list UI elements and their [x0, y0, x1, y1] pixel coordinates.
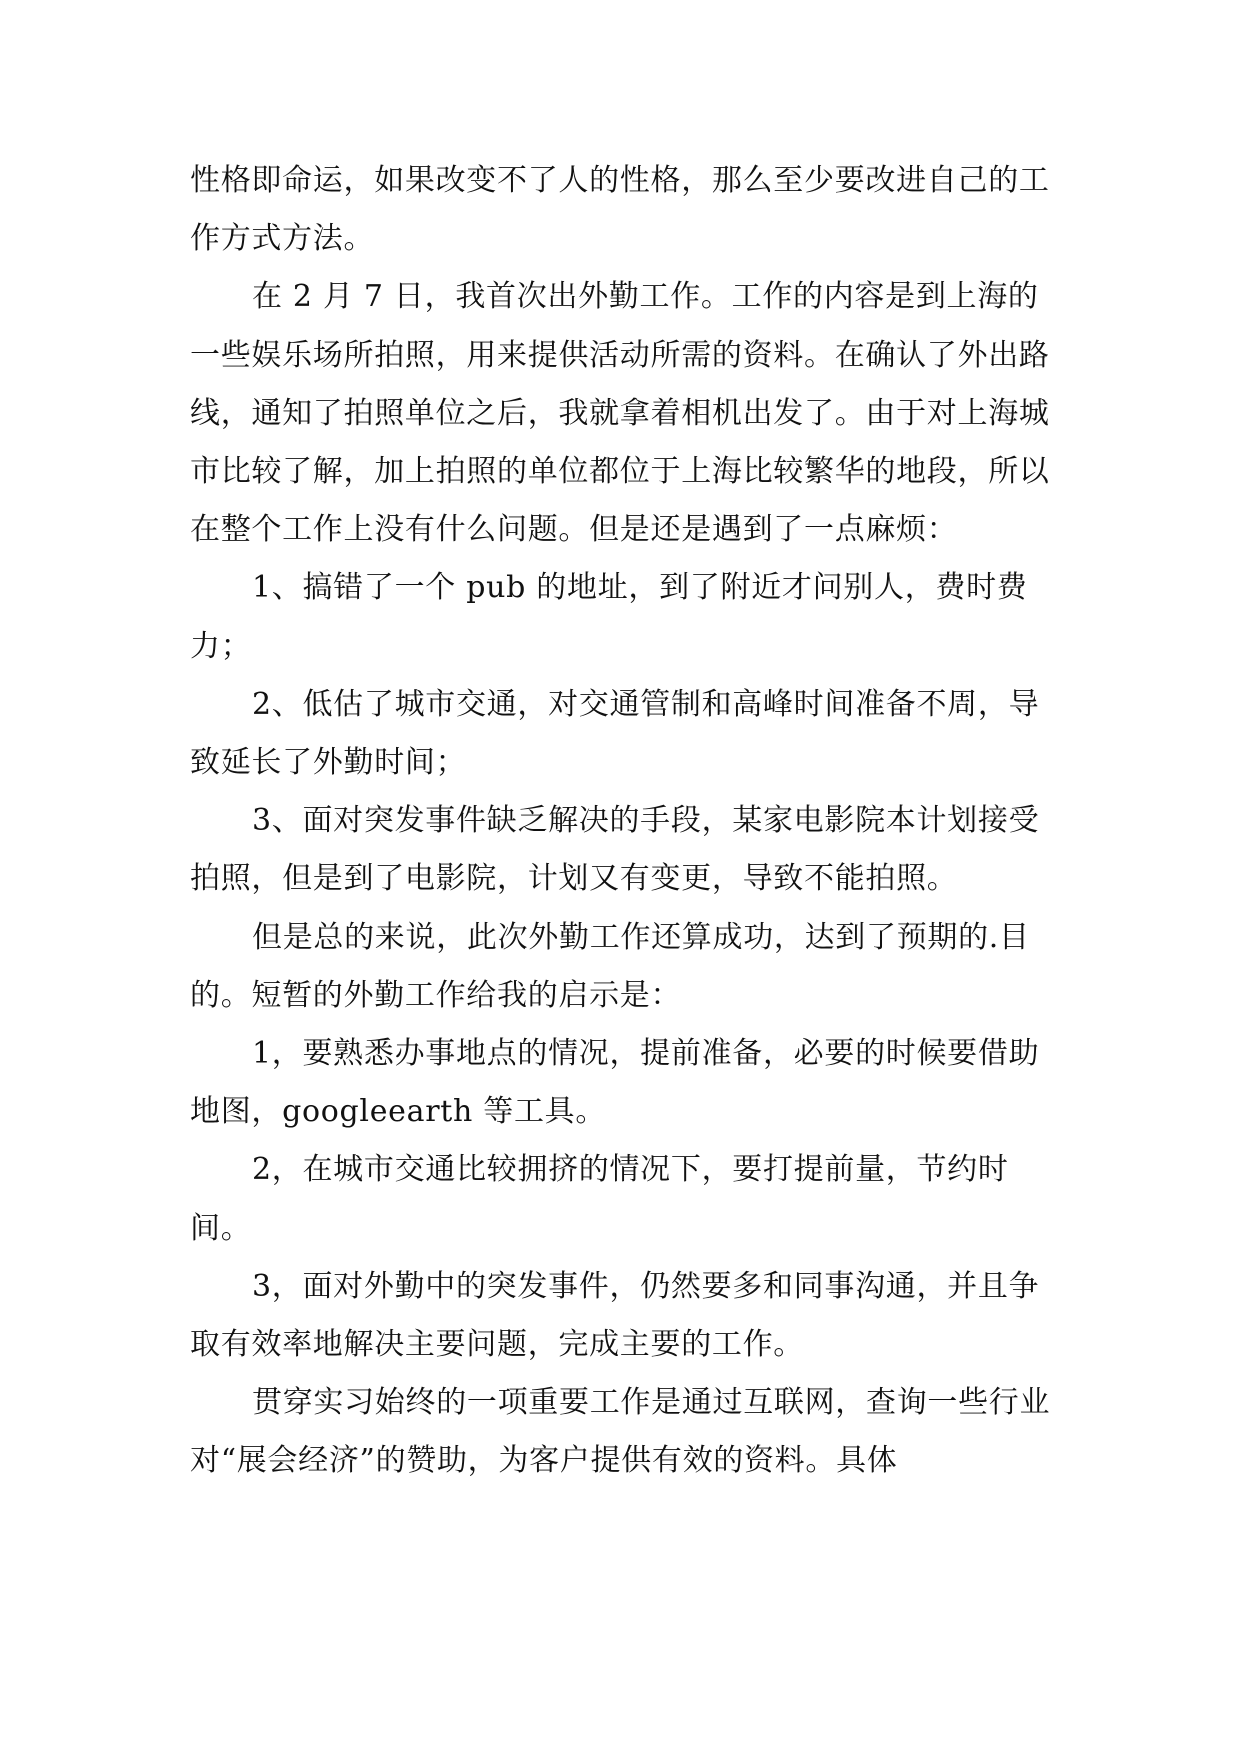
paragraph-2: 在 2 月 7 日，我首次出外勤工作。工作的内容是到上海的一些娱乐场所拍照，用来提供活动所需的资料。在确认了外出路线，通知了拍照单位之后，我就拿着相机出发了。由于对上海城市比较了解，加上拍照的单位都位于上海比较繁华的地段，所以在整个工作上没有什么问题。但是还是遇到了一点麻烦： — [190, 279, 1050, 548]
paragraph-8: 2，在城市交通比较拥挤的情况下，要打提前量，节约时间。 — [190, 1152, 1009, 1246]
paragraph-3: 1、搞错了一个 pub 的地址，到了附近才问别人，费时费力； — [190, 570, 1028, 664]
paragraph-9: 3，面对外勤中的突发事件，仍然要多和同事沟通，并且争取有效率地解决主要问题，完成主要的工作。 — [190, 1268, 1040, 1363]
paragraph-1: 性格即命运，如果改变不了人的性格，那么至少要改进自己的工作方式方法。 — [190, 163, 1050, 257]
paragraph-4: 2、低估了城市交通，对交通管制和高峰时间准备不周，导致延长了外勤时间； — [190, 686, 1040, 781]
paragraph-5: 3、面对突发事件缺乏解决的手段，某家电影院本计划接受拍照，但是到了电影院，计划又有变更，导致不能拍照。 — [190, 803, 1040, 897]
paragraph-6: 但是总的来说，此次外勤工作还算成功，达到了预期的.目的。短暂的外勤工作给我的启示是： — [190, 919, 1030, 1013]
paragraph-10: 贯穿实习始终的一项重要工作是通过互联网，查询一些行业对“展会经济”的赞助，为客户提供有效的资料。具体 — [190, 1385, 1051, 1479]
body-text — [190, 152, 1065, 1491]
paragraph-7: 1，要熟悉办事地点的情况，提前准备，必要的时候要借助地图，googleearth 等工具。 — [190, 1036, 1040, 1130]
